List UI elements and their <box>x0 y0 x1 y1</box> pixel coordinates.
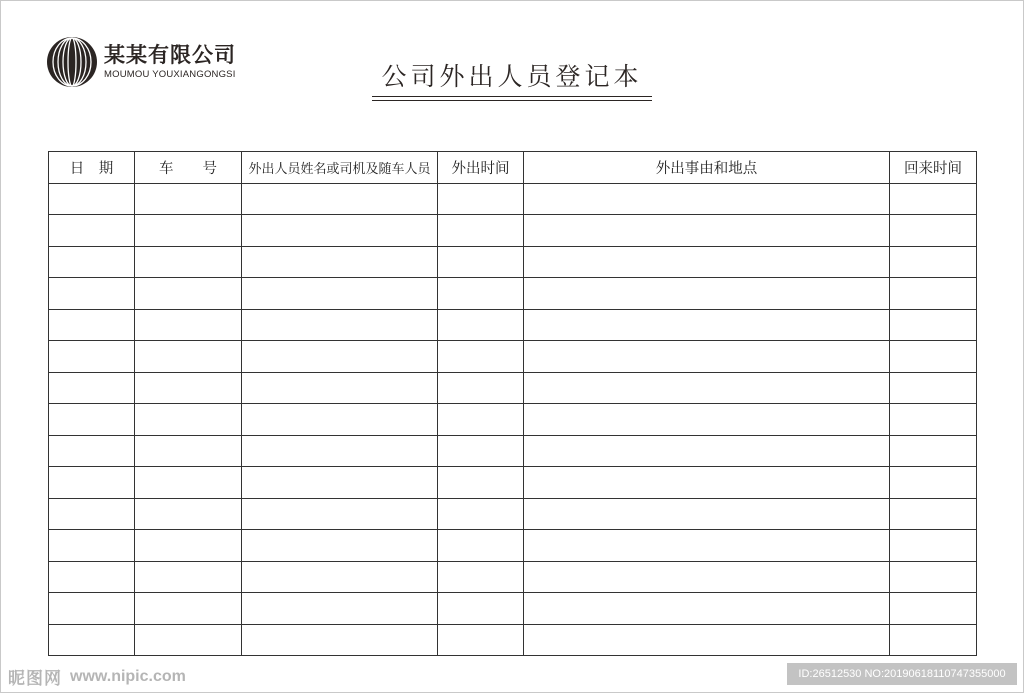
table-cell[interactable] <box>438 404 524 436</box>
table-row <box>49 593 977 625</box>
table-cell[interactable] <box>890 372 977 404</box>
table-cell[interactable] <box>524 561 890 593</box>
document-title: 公司外出人员登记本 <box>381 62 643 91</box>
table-cell[interactable] <box>438 530 524 562</box>
table-cell[interactable] <box>242 561 438 593</box>
company-logo <box>46 36 236 88</box>
table-cell[interactable] <box>890 404 977 436</box>
table-row <box>49 498 977 530</box>
table-cell[interactable] <box>524 246 890 278</box>
table-cell[interactable] <box>524 530 890 562</box>
table-cell[interactable] <box>524 278 890 310</box>
table-cell[interactable] <box>438 341 524 373</box>
table-cell[interactable] <box>438 183 524 215</box>
table-cell[interactable] <box>135 467 242 499</box>
table-cell[interactable] <box>135 624 242 656</box>
column-header-reason-and-place: 外出事由和地点 <box>524 152 890 184</box>
title-underline-second <box>372 100 652 101</box>
table-cell[interactable] <box>524 593 890 625</box>
table-cell[interactable] <box>49 372 135 404</box>
table-cell[interactable] <box>890 215 977 247</box>
table-cell[interactable] <box>524 372 890 404</box>
table-row <box>49 183 977 215</box>
table-cell[interactable] <box>524 435 890 467</box>
table-cell[interactable] <box>890 593 977 625</box>
table-row <box>49 561 977 593</box>
table-row <box>49 404 977 436</box>
table-row <box>49 215 977 247</box>
table-cell[interactable] <box>438 498 524 530</box>
table-cell[interactable] <box>49 561 135 593</box>
table-cell[interactable] <box>242 183 438 215</box>
table-cell[interactable] <box>438 309 524 341</box>
table-cell[interactable] <box>524 624 890 656</box>
table-cell[interactable] <box>135 435 242 467</box>
table-row <box>49 435 977 467</box>
column-header-personnel: 外出人员姓名或司机及随车人员 <box>242 152 438 184</box>
site-logo: 昵图网 <box>8 669 62 689</box>
table-cell[interactable] <box>242 498 438 530</box>
table-cell[interactable] <box>890 498 977 530</box>
table-cell[interactable] <box>438 561 524 593</box>
table-cell[interactable] <box>242 404 438 436</box>
table-cell[interactable] <box>135 215 242 247</box>
table-cell[interactable] <box>242 593 438 625</box>
table-cell[interactable] <box>49 309 135 341</box>
table-cell[interactable] <box>524 341 890 373</box>
table-cell[interactable] <box>135 246 242 278</box>
table-cell[interactable] <box>49 278 135 310</box>
table-cell[interactable] <box>438 372 524 404</box>
table-row <box>49 246 977 278</box>
table-row <box>49 467 977 499</box>
table-header-row <box>49 152 977 184</box>
table-cell[interactable] <box>135 404 242 436</box>
table-cell[interactable] <box>890 530 977 562</box>
table-cell[interactable] <box>890 309 977 341</box>
table-cell[interactable] <box>890 246 977 278</box>
table-cell[interactable] <box>242 246 438 278</box>
site-watermark <box>8 664 186 689</box>
table-cell[interactable] <box>524 215 890 247</box>
table-cell[interactable] <box>135 183 242 215</box>
table-row <box>49 624 977 656</box>
table-cell[interactable] <box>524 404 890 436</box>
table-cell[interactable] <box>242 341 438 373</box>
table-cell[interactable] <box>438 624 524 656</box>
table-row <box>49 278 977 310</box>
table-cell[interactable] <box>242 467 438 499</box>
table-cell[interactable] <box>49 624 135 656</box>
table-cell[interactable] <box>49 593 135 625</box>
column-header-return-time: 回来时间 <box>890 152 977 184</box>
table-cell[interactable] <box>242 309 438 341</box>
table-cell[interactable] <box>890 467 977 499</box>
column-header-date: 日 期 <box>49 152 135 184</box>
table-row <box>49 309 977 341</box>
table-cell[interactable] <box>890 624 977 656</box>
document-title-block <box>372 60 652 101</box>
table-cell[interactable] <box>135 593 242 625</box>
globe-lines-icon <box>46 36 98 88</box>
table-cell[interactable] <box>49 467 135 499</box>
column-header-departure-time: 外出时间 <box>438 152 524 184</box>
table-cell[interactable] <box>438 278 524 310</box>
table-cell[interactable] <box>438 593 524 625</box>
table-row <box>49 341 977 373</box>
table-cell[interactable] <box>49 530 135 562</box>
table-cell[interactable] <box>135 530 242 562</box>
table-cell[interactable] <box>49 404 135 436</box>
table-cell[interactable] <box>524 309 890 341</box>
table-cell[interactable] <box>135 498 242 530</box>
table-cell[interactable] <box>242 372 438 404</box>
table-cell[interactable] <box>438 246 524 278</box>
table-cell[interactable] <box>890 183 977 215</box>
table-cell[interactable] <box>49 341 135 373</box>
table-cell[interactable] <box>890 435 977 467</box>
table-cell[interactable] <box>242 624 438 656</box>
table-cell[interactable] <box>49 435 135 467</box>
table-cell[interactable] <box>135 341 242 373</box>
table-cell[interactable] <box>242 278 438 310</box>
register-table <box>48 151 977 656</box>
table-cell[interactable] <box>242 215 438 247</box>
table-cell[interactable] <box>524 183 890 215</box>
company-name: 某某有限公司 <box>104 43 236 67</box>
table-cell[interactable] <box>438 435 524 467</box>
table-cell[interactable] <box>49 183 135 215</box>
table-cell[interactable] <box>135 561 242 593</box>
table-row <box>49 372 977 404</box>
table-cell[interactable] <box>890 341 977 373</box>
title-underline <box>372 96 652 97</box>
site-url: www.nipic.com <box>70 667 186 685</box>
table-cell[interactable] <box>438 215 524 247</box>
table-row <box>49 530 977 562</box>
table-cell[interactable] <box>135 372 242 404</box>
table-cell[interactable] <box>242 435 438 467</box>
table-cell[interactable] <box>135 309 242 341</box>
table-cell[interactable] <box>242 530 438 562</box>
table-cell[interactable] <box>135 278 242 310</box>
table-cell[interactable] <box>49 498 135 530</box>
table-cell[interactable] <box>49 246 135 278</box>
company-name-english: MOUMOU YOUXIANGONGSI <box>104 69 236 80</box>
table-cell[interactable] <box>524 467 890 499</box>
table-cell[interactable] <box>524 498 890 530</box>
table-body <box>49 183 977 656</box>
table-cell[interactable] <box>49 215 135 247</box>
table-cell[interactable] <box>890 278 977 310</box>
image-id-badge: ID:26512530 NO:20190618110747355000 <box>787 663 1017 685</box>
table-cell[interactable] <box>438 467 524 499</box>
table-cell[interactable] <box>890 561 977 593</box>
column-header-vehicle-number: 车 号 <box>135 152 242 184</box>
